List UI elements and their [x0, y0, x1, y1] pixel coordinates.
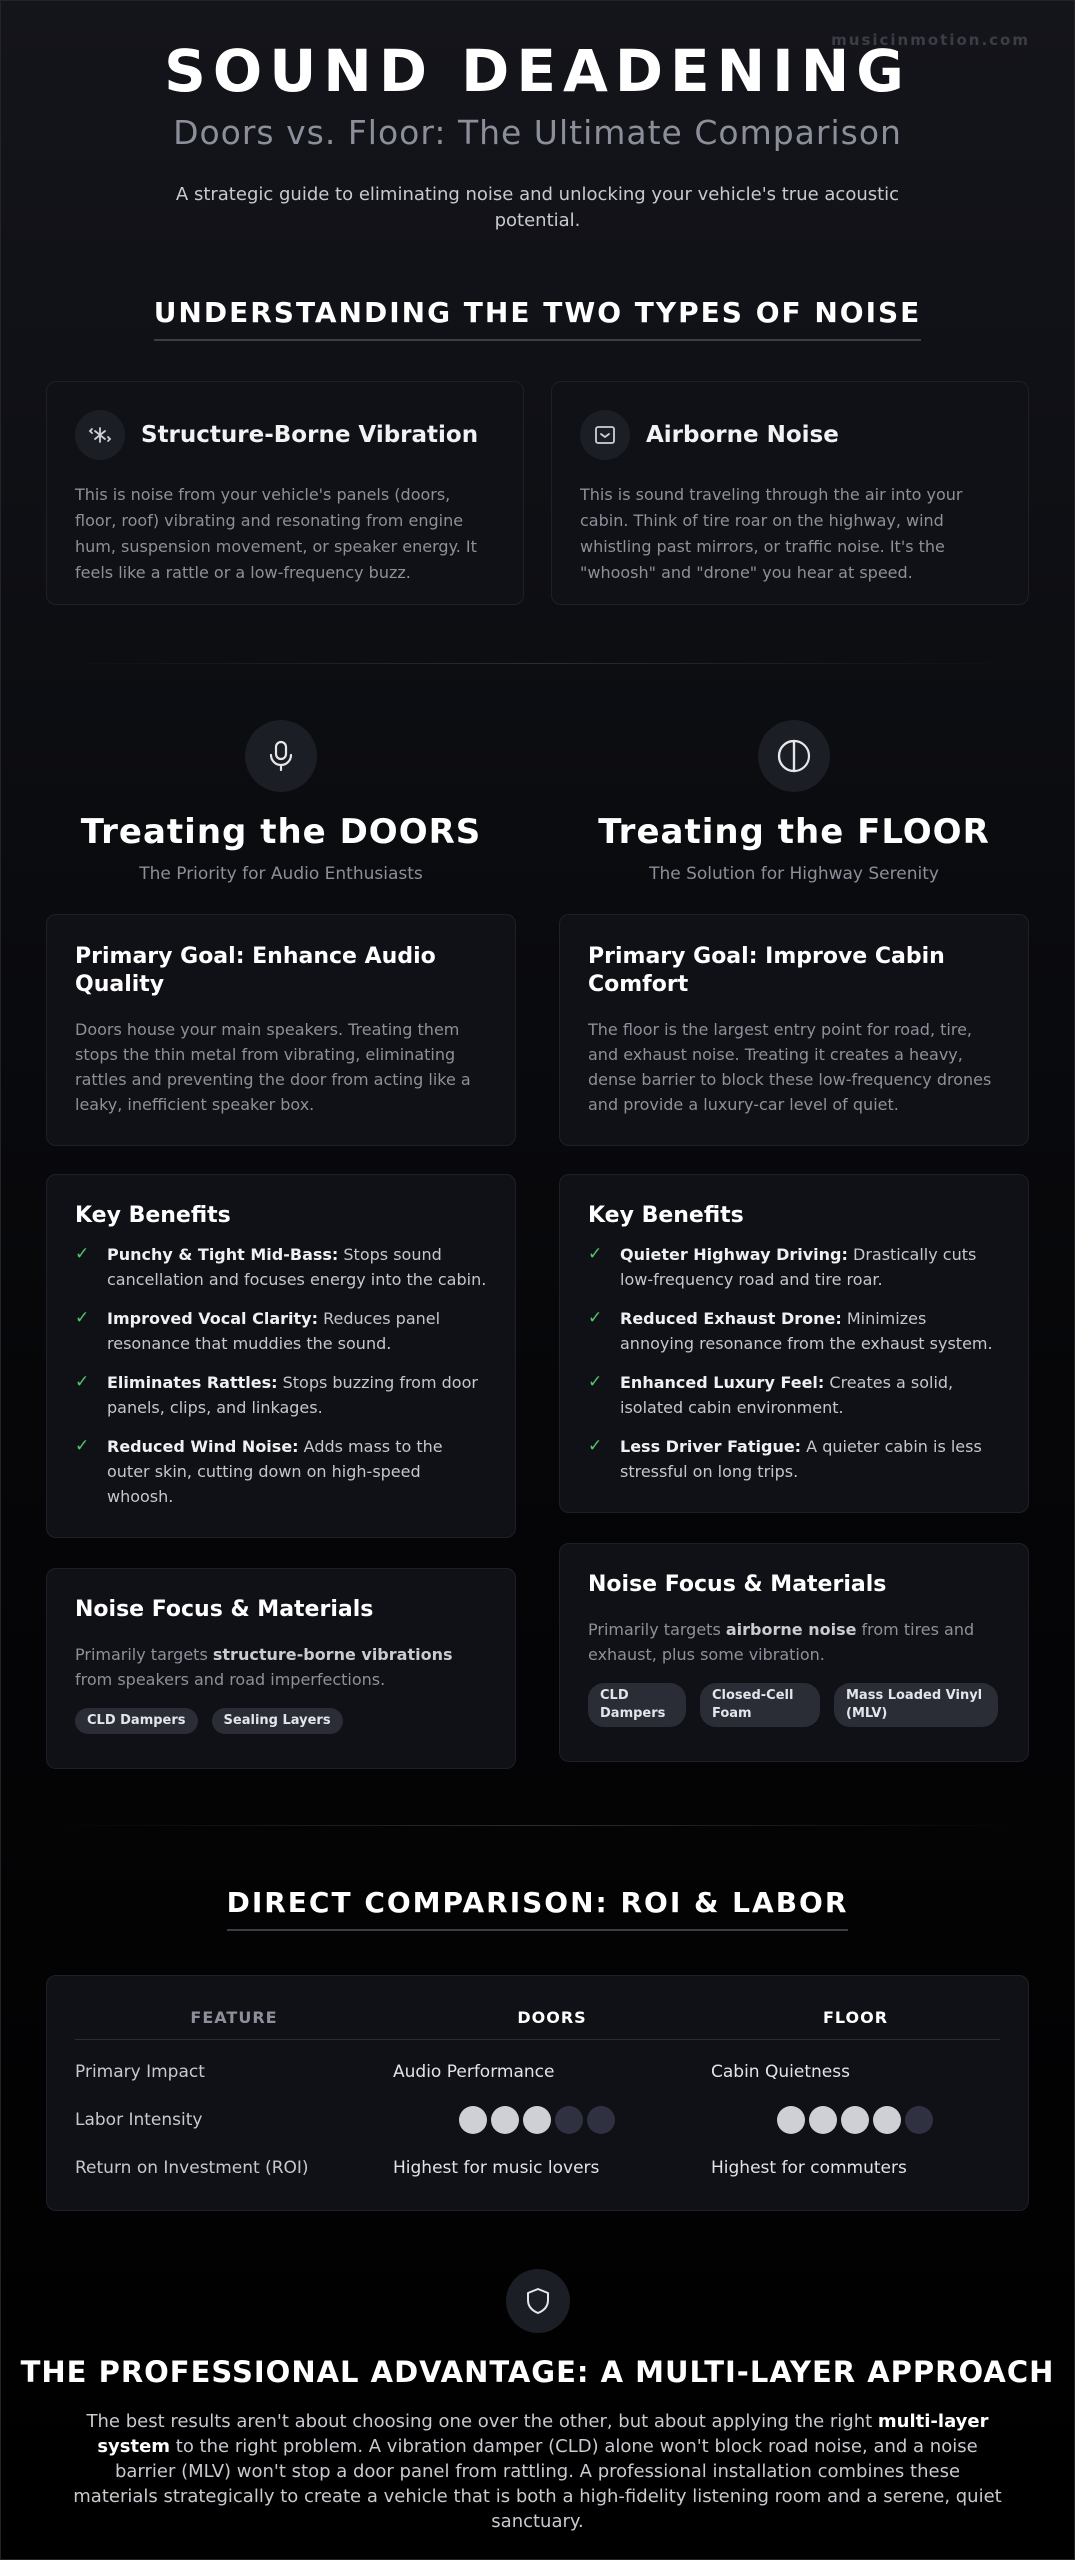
- comparison-table: [46, 1975, 1029, 2211]
- air-noise-icon: [580, 410, 630, 460]
- benefit-label: Eliminates Rattles:: [107, 1373, 278, 1392]
- material-tag: Sealing Layers: [212, 1708, 343, 1734]
- check-icon: ✓: [588, 1436, 603, 1456]
- benefit-label: Reduced Wind Noise:: [107, 1437, 299, 1456]
- final-text: The best results aren't about choosing one over the other, but about applying the right multi-layer system to the right problem. A vibration damper (CLD) alone won't block road noise, and a noise barrier (MLV) won't stop a door panel from rattling. A professional installation combines these materials strategically to create a vehicle that is both a high-fidelity listening room and a serene, quiet sanctuary.: [73, 2411, 1002, 2532]
- check-icon: ✓: [75, 1436, 90, 1456]
- benefit-text: Stops buzzing from door panels, clips, and linkages.: [107, 1373, 478, 1417]
- treatment-columns: [46, 720, 1029, 1769]
- materials-title: Noise Focus & Materials: [75, 1597, 374, 1622]
- check-icon: ✓: [75, 1372, 90, 1392]
- materials-title: Noise Focus & Materials: [588, 1572, 887, 1597]
- vibration-icon: [75, 410, 125, 460]
- doors-benefits-card: [46, 1174, 516, 1538]
- rating-dot-filled: [873, 2106, 901, 2134]
- rating-dot-filled: [491, 2106, 519, 2134]
- section-divider: [46, 663, 1029, 664]
- table-header: [75, 1996, 1000, 2040]
- noise-types: [46, 381, 1029, 605]
- floor-goal-card: [559, 914, 1029, 1146]
- rating-dot-filled: [809, 2106, 837, 2134]
- material-tag: CLD Dampers: [75, 1708, 198, 1734]
- benefit-text: Reduces panel resonance that muddies the sound.: [107, 1309, 441, 1353]
- goal-text: Doors house your main speakers. Treating them stops the thin metal from vibrating, eliminating rattles and preventing the door from acting like a leaky, inefficient speaker box.: [75, 1020, 471, 1114]
- benefit-label: Enhanced Luxury Feel:: [620, 1373, 825, 1392]
- half-circle-icon: [758, 720, 830, 792]
- material-tags: [75, 1708, 487, 1740]
- floor-column: [559, 720, 1029, 1769]
- list-item: [75, 1434, 487, 1509]
- list-item: [588, 1306, 1000, 1356]
- benefit-text: Adds mass to the outer skin, cutting down on high-speed whoosh.: [107, 1437, 443, 1506]
- material-tags: [588, 1683, 1000, 1733]
- benefits-title: Key Benefits: [75, 1203, 231, 1228]
- floor-benefits-card: [559, 1174, 1029, 1513]
- rating-dot-filled: [523, 2106, 551, 2134]
- final-section: [1, 2269, 1074, 2534]
- materials-text: Primarily targets airborne noise from tires and exhaust, plus some vibration.: [588, 1620, 975, 1664]
- noise-section-heading: [1, 296, 1074, 341]
- floor-subtitle: The Solution for Highway Serenity: [649, 864, 939, 884]
- table-row: [75, 2144, 1000, 2192]
- table-row: [75, 2096, 1000, 2144]
- check-icon: ✓: [75, 1308, 90, 1328]
- doors-cell: Highest for music lovers: [393, 2158, 600, 2178]
- table-row: [75, 2048, 1000, 2096]
- list-item: [75, 1242, 487, 1292]
- list-item: [588, 1370, 1000, 1420]
- page-title: SOUND DEADENING: [164, 37, 911, 105]
- benefit-label: Quieter Highway Driving:: [620, 1245, 848, 1264]
- comparison-heading: [1, 1886, 1074, 1931]
- feature-cell: Primary Impact: [75, 2062, 205, 2082]
- noise-card-text: This is noise from your vehicle's panels (doors, floor, roof) vibrating and resonating from engine hum, suspension movement, or speaker energy. It feels like a rattle or a low-frequency buzz.: [75, 485, 477, 582]
- check-icon: ✓: [588, 1244, 603, 1264]
- noise-card-airborne: [551, 381, 1029, 605]
- column-header: FEATURE: [190, 2008, 278, 2027]
- rating-dot-filled: [777, 2106, 805, 2134]
- benefit-text: A quieter cabin is less stressful on long trips.: [620, 1437, 982, 1481]
- comparison-title: DIRECT COMPARISON: ROI & LABOR: [227, 1886, 849, 1931]
- rating-dot-empty: [587, 2106, 615, 2134]
- final-title: THE PROFESSIONAL ADVANTAGE: A MULTI-LAYER APPROACH: [20, 2355, 1055, 2389]
- rating-dot-filled: [841, 2106, 869, 2134]
- list-item: [588, 1434, 1000, 1484]
- intro-text: A strategic guide to eliminating noise and unlocking your vehicle's true acoustic potential.: [175, 184, 900, 231]
- goal-title: Primary Goal: Improve Cabin Comfort: [588, 944, 945, 997]
- brand-watermark: musicinmotion.com: [831, 31, 1030, 49]
- list-item: [75, 1306, 487, 1356]
- floor-title: Treating the FLOOR: [598, 812, 990, 852]
- material-tag: Mass Loaded Vinyl (MLV): [834, 1683, 998, 1727]
- feature-cell: Return on Investment (ROI): [75, 2158, 309, 2178]
- material-tag: CLD Dampers: [588, 1683, 686, 1727]
- microphone-icon: [245, 720, 317, 792]
- rating-dot-empty: [555, 2106, 583, 2134]
- doors-cell: Audio Performance: [393, 2062, 555, 2082]
- material-tag: Closed-Cell Foam: [700, 1683, 820, 1727]
- noise-card-title: Airborne Noise: [646, 422, 839, 448]
- noise-card-text: This is sound traveling through the air into your cabin. Think of tire roar on the highway, wind whistling past mirrors, or traffic noise. It's the "whoosh" and "drone" you hear at speed.: [580, 485, 963, 582]
- check-icon: ✓: [588, 1372, 603, 1392]
- doors-labor-rating: [393, 2106, 711, 2134]
- goal-text: The floor is the largest entry point for road, tire, and exhaust noise. Treating it creates a heavy, dense barrier to block these low-frequency drones and provide a luxury-car level of quiet.: [588, 1020, 992, 1114]
- rating-dot-filled: [459, 2106, 487, 2134]
- section-divider: [46, 1825, 1029, 1826]
- benefit-label: Reduced Exhaust Drone:: [620, 1309, 842, 1328]
- goal-title: Primary Goal: Enhance Audio Quality: [75, 944, 436, 997]
- shield-icon: [506, 2269, 570, 2333]
- list-item: [75, 1370, 487, 1420]
- rating-dot-empty: [905, 2106, 933, 2134]
- noise-section-title: UNDERSTANDING THE TWO TYPES OF NOISE: [154, 296, 922, 341]
- check-icon: ✓: [75, 1244, 90, 1264]
- doors-materials-card: [46, 1568, 516, 1769]
- list-item: [588, 1242, 1000, 1292]
- benefit-text: Stops sound cancellation and focuses energy into the cabin.: [107, 1245, 487, 1289]
- column-header: DOORS: [517, 2008, 587, 2027]
- column-header: FLOOR: [822, 2008, 889, 2027]
- feature-cell: Labor Intensity: [75, 2110, 203, 2130]
- floor-labor-rating: [711, 2106, 1000, 2134]
- benefit-text: Creates a solid, isolated cabin environment.: [620, 1373, 954, 1417]
- floor-cell: Cabin Quietness: [711, 2062, 850, 2082]
- benefit-label: Less Driver Fatigue:: [620, 1437, 802, 1456]
- doors-subtitle: The Priority for Audio Enthusiasts: [139, 864, 423, 884]
- floor-cell: Highest for commuters: [711, 2158, 907, 2178]
- doors-title: Treating the DOORS: [80, 812, 482, 852]
- benefits-title: Key Benefits: [588, 1203, 744, 1228]
- noise-card-structure: [46, 381, 524, 605]
- noise-card-title: Structure-Borne Vibration: [141, 422, 479, 448]
- floor-materials-card: [559, 1543, 1029, 1762]
- page-subtitle: Doors vs. Floor: The Ultimate Comparison: [173, 113, 902, 152]
- benefit-label: Improved Vocal Clarity:: [107, 1309, 318, 1328]
- materials-text: Primarily targets structure-borne vibrations from speakers and road imperfections.: [75, 1645, 453, 1689]
- benefit-text: Minimizes annoying resonance from the exhaust system.: [620, 1309, 993, 1353]
- doors-column: [46, 720, 516, 1769]
- doors-goal-card: [46, 914, 516, 1146]
- benefit-label: Punchy & Tight Mid-Bass:: [107, 1245, 339, 1264]
- check-icon: ✓: [588, 1308, 603, 1328]
- benefit-text: Drastically cuts low-frequency road and tire roar.: [620, 1245, 977, 1289]
